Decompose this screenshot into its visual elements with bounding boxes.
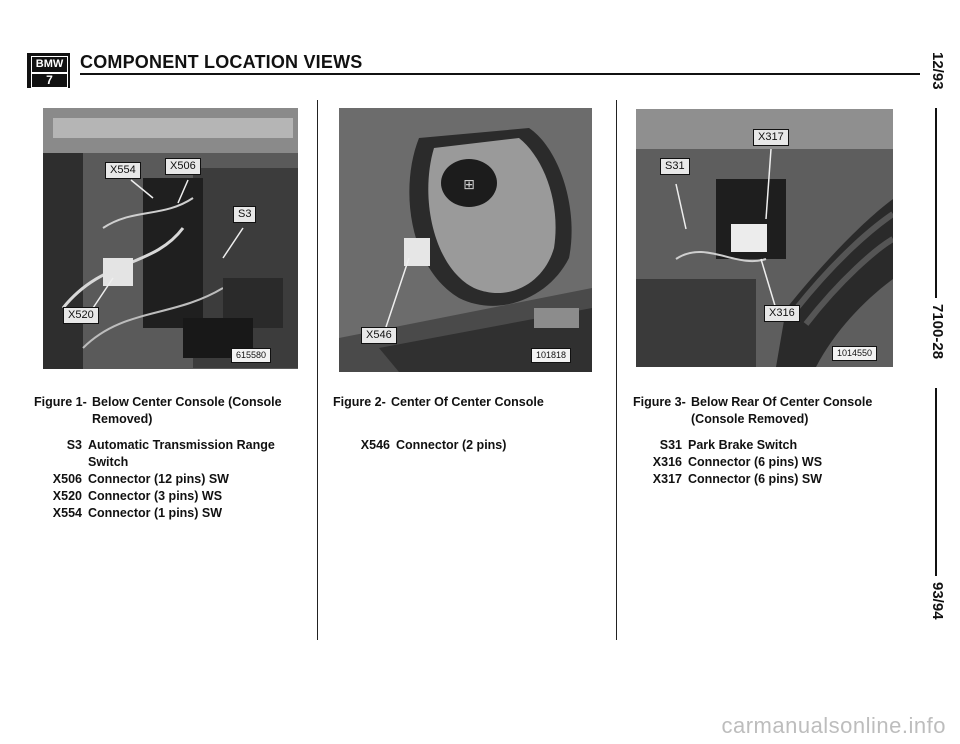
legend-text: Automatic Transmission Range	[88, 438, 275, 452]
figure-1-label: Figure 1-	[34, 395, 87, 409]
page-title: COMPONENT LOCATION VIEWS	[80, 52, 363, 72]
legend-code: X506	[52, 472, 82, 486]
legend-text: Connector (3 pins) WS	[88, 489, 223, 503]
column-divider-1	[317, 100, 318, 640]
side-date: 12/93	[929, 52, 946, 90]
svg-text:⊞: ⊞	[463, 177, 475, 193]
tag-x316: X316	[764, 305, 800, 322]
photo-number-2: 101818	[531, 348, 571, 363]
figure-2-caption-line-1: Center Of Center Console	[391, 395, 544, 409]
figure-2-label: Figure 2-	[333, 395, 386, 409]
figure-2-photo	[339, 108, 592, 372]
figure-1-caption	[34, 394, 314, 428]
figure-1-image	[43, 108, 298, 369]
legend-row	[40, 471, 320, 488]
logo-brand: BMW	[31, 56, 68, 73]
tag-x546: X546	[361, 327, 397, 344]
legend-row	[40, 454, 320, 471]
side-model-year: 93/94	[929, 582, 946, 620]
figure-3-caption-line-2: (Console Removed)	[691, 412, 809, 426]
legend-text: Switch	[88, 455, 129, 469]
side-rule-2	[935, 388, 937, 576]
legend-text: Park Brake Switch	[688, 438, 798, 452]
figure-3-photo	[636, 109, 893, 367]
legend-text: Connector (6 pins) SW	[688, 472, 823, 486]
figure-1-caption-line-2: Removed)	[92, 412, 153, 426]
logo-series: 7	[31, 73, 68, 88]
legend-code: S3	[66, 438, 82, 452]
tag-x506: X506	[165, 158, 201, 175]
tag-s3: S3	[233, 206, 256, 223]
side-page-number: 7100-28	[929, 304, 946, 360]
figure-2-caption	[333, 394, 603, 411]
figure-3-image	[636, 109, 893, 367]
bmw-logo	[27, 53, 70, 88]
legend-text: Connector (12 pins) SW	[88, 472, 229, 486]
legend-row	[40, 488, 320, 505]
tag-x554: X554	[105, 162, 141, 179]
watermark: carmanualsonline.info	[721, 713, 946, 738]
figure-1-legend	[40, 437, 320, 522]
column-divider-2	[616, 100, 617, 640]
legend-row	[40, 437, 320, 454]
legend-row	[40, 505, 320, 522]
legend-row	[316, 437, 596, 454]
tag-x317: X317	[753, 129, 789, 146]
legend-text: Connector (2 pins)	[396, 438, 507, 452]
legend-code: X317	[652, 472, 682, 486]
legend-row	[626, 471, 906, 488]
figure-1-photo	[43, 108, 298, 369]
legend-row	[626, 437, 906, 454]
legend-code: X520	[52, 489, 82, 503]
photo-number-1: 615580	[231, 348, 271, 363]
legend-code: X546	[360, 438, 390, 452]
tag-s31: S31	[660, 158, 690, 175]
legend-code: X554	[52, 506, 82, 520]
figure-1-caption-line-1: Below Center Console (Console	[92, 395, 282, 409]
legend-code	[40, 454, 88, 471]
figure-3-caption-line-1: Below Rear Of Center Console	[691, 395, 873, 409]
title-rule	[80, 73, 920, 75]
legend-text: Connector (1 pins) SW	[88, 506, 223, 520]
side-rule-1	[935, 108, 937, 298]
figure-2-legend	[316, 437, 596, 454]
legend-code: S31	[659, 438, 682, 452]
tag-x520: X520	[63, 307, 99, 324]
figure-3-caption	[633, 394, 913, 428]
figure-3-legend	[626, 437, 906, 488]
legend-row	[626, 454, 906, 471]
legend-text: Connector (6 pins) WS	[688, 455, 823, 469]
photo-number-3: 1014550	[832, 346, 877, 361]
legend-code: X316	[652, 455, 682, 469]
figure-3-label: Figure 3-	[633, 395, 686, 409]
